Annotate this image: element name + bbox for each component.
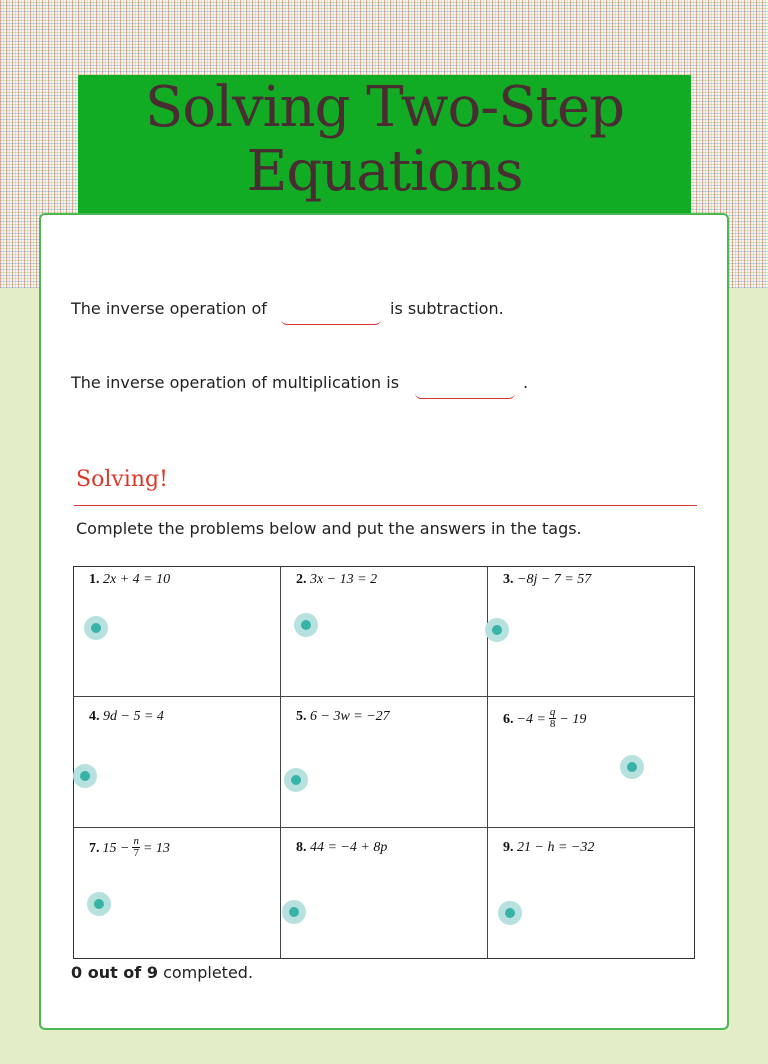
problem-4: 4. 9d − 5 = 4 [89, 709, 164, 724]
answer-tag-6[interactable] [620, 755, 644, 779]
problem-8: 8. 44 = −4 + 8p [296, 840, 388, 855]
problem-2: 2. 3x − 13 = 2 [296, 572, 378, 587]
problem-7: 7. 15 − $\frac{n}{7}$ = 13 [89, 835, 170, 859]
question-2-prefix: The inverse operation of multiplication is [71, 373, 400, 392]
grid-divider [73, 827, 695, 828]
question-1-answer-blank[interactable] [281, 302, 381, 325]
answer-tag-8[interactable] [282, 900, 306, 924]
question-2-suffix: . [523, 373, 529, 392]
grid-divider [73, 696, 695, 697]
problem-5: 5. 6 − 3w = −27 [296, 709, 390, 724]
section-divider [74, 505, 697, 506]
instructions: Complete the problems below and put the answers in the tags. [76, 519, 582, 538]
question-1-suffix: is subtraction. [390, 299, 504, 318]
answer-tag-1[interactable] [84, 616, 108, 640]
problem-1: 1. 2x + 4 = 10 [89, 572, 171, 587]
completion-suffix: completed. [163, 963, 254, 982]
answer-tag-5[interactable] [284, 768, 308, 792]
answer-tag-9[interactable] [498, 901, 522, 925]
problem-9: 9. 21 − h = −32 [503, 840, 595, 855]
problem-3: 3. −8j − 7 = 57 [503, 572, 592, 587]
answer-tag-7[interactable] [87, 892, 111, 916]
completion-status [71, 963, 253, 982]
question-1-prefix: The inverse operation of [71, 299, 267, 318]
answer-tag-4[interactable] [73, 764, 97, 788]
answer-tag-3[interactable] [485, 618, 509, 642]
section-title: Solving! [76, 467, 168, 492]
problem-grid [73, 566, 695, 959]
answer-tag-2[interactable] [294, 613, 318, 637]
grid-divider [280, 566, 281, 959]
question-2-answer-blank[interactable] [415, 376, 515, 399]
completion-count: 0 out of 9 [71, 963, 158, 982]
problem-6: 6. −4 = $\frac{q}{8}$ − 19 [503, 706, 587, 730]
page-title: Solving Two-Step Equations [144, 75, 625, 204]
